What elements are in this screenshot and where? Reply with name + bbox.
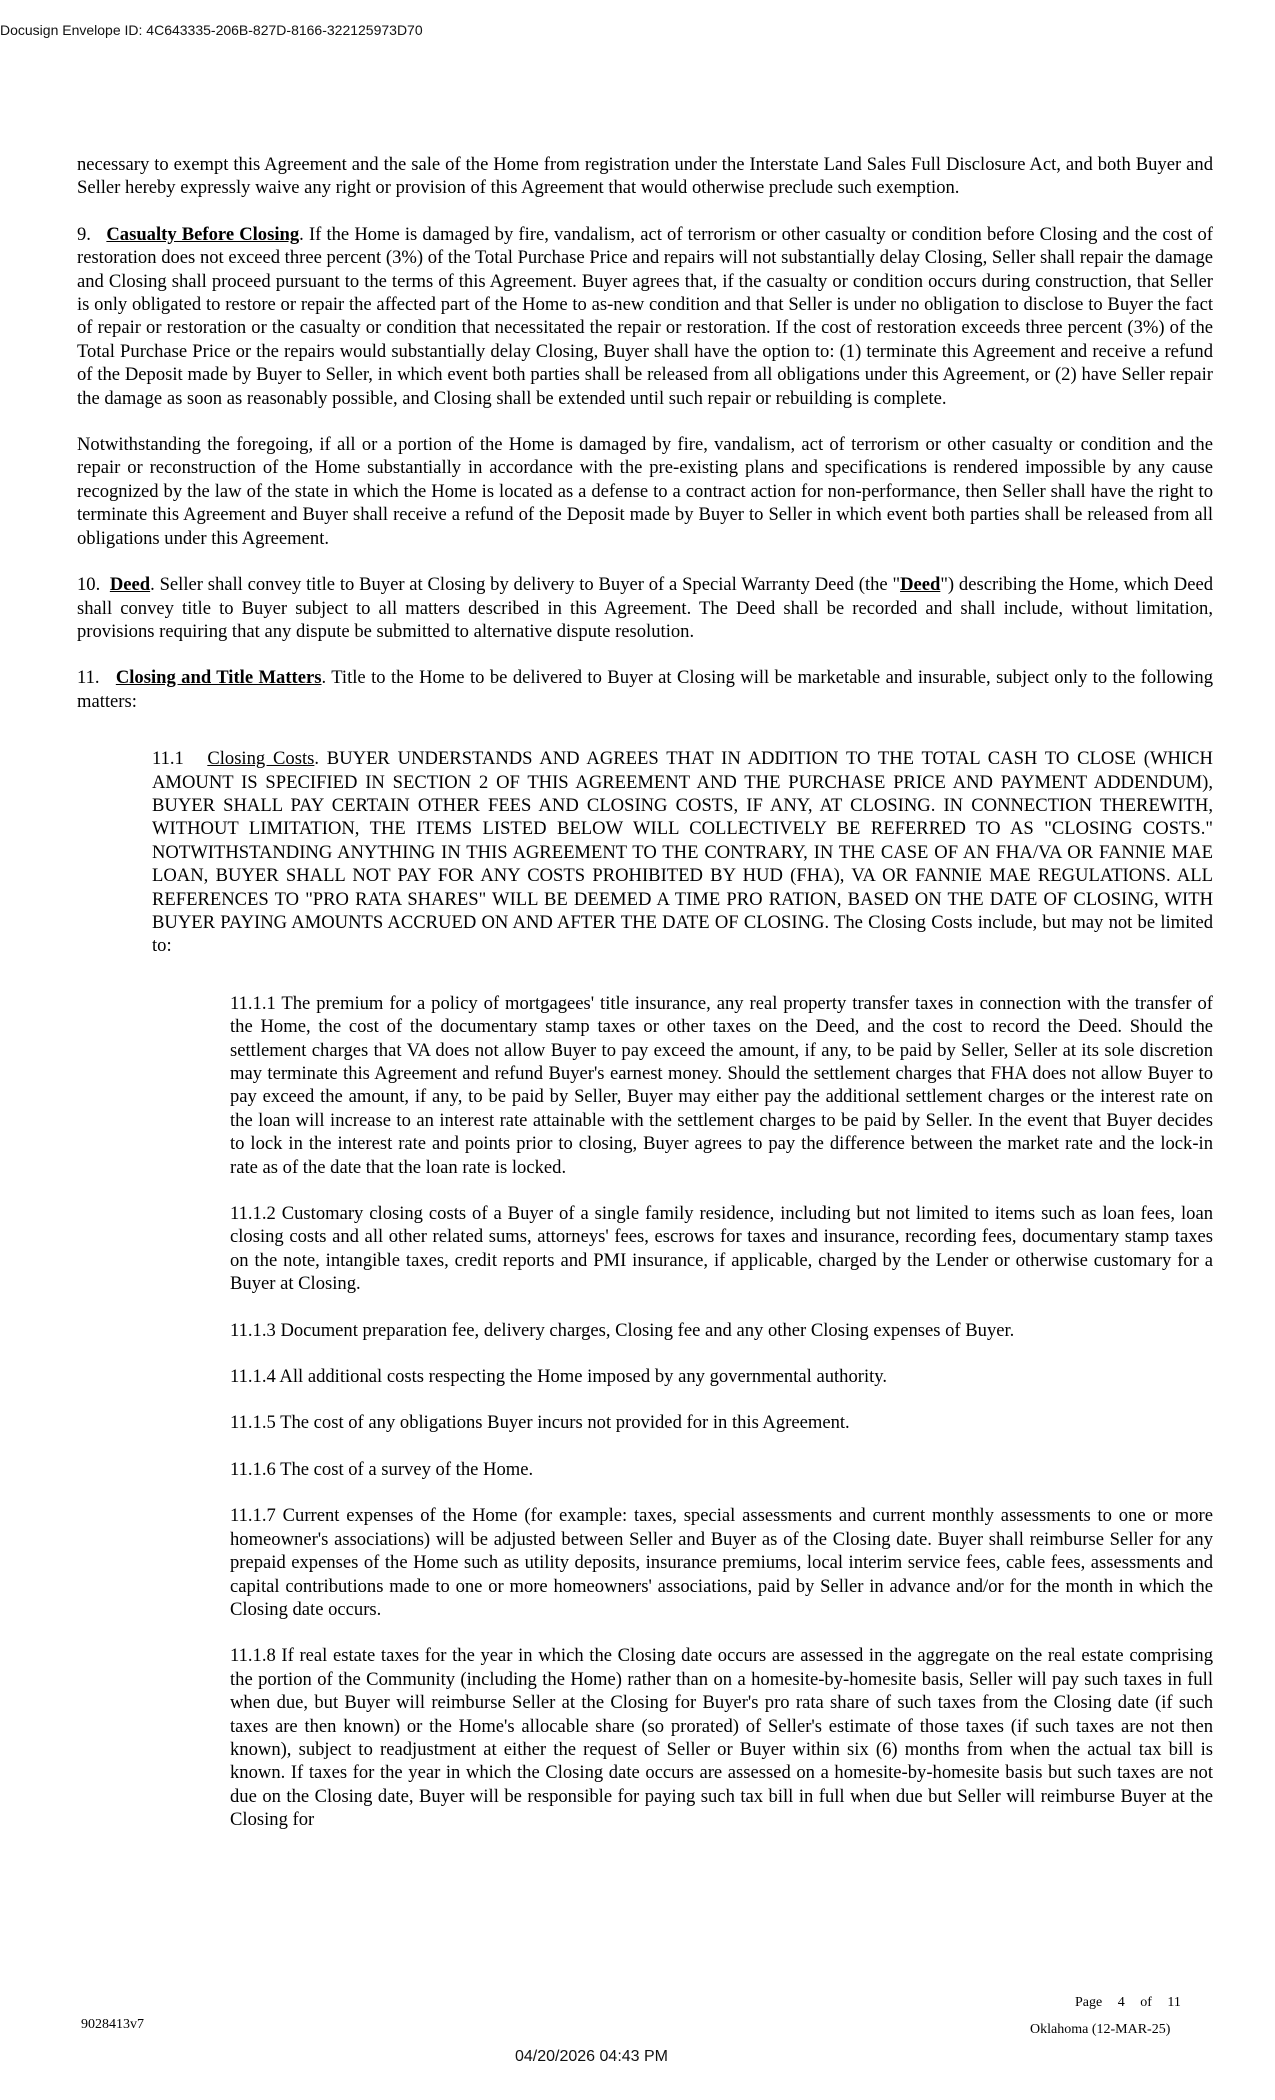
section-10-text-a: . Seller shall convey title to Buyer at Closing by delivery to Buyer of a Special Warranty Deed (the " — [150, 574, 901, 596]
section-11-1-4: 11.1.4 All additional costs respecting the Home imposed by any governmental authority. — [230, 1366, 888, 1388]
page-number: 4 — [1117, 1995, 1125, 2010]
section-11-1-1: 11.1.1 The premium for a policy of mortgagees' title insurance, any real property transfer taxes in connection with the transfer of the Home, the cost of the documentary stamp taxes or other taxes on the Deed, and the cost to record the Deed. Should the settlement charges that VA does not allow Buyer to pay exceed the amount, if any, to be paid by Seller, Seller at its sole discretion may terminate this Agreement and refund Buyer's earnest money. Should the settlement charges that FHA does not allow Buyer to pay exceed the amount, if any, to be paid by Seller, Buyer may either pay the additional settlement charges or the interest rate on the loan will increase to an interest rate attainable with the settlement charges to be paid by Seller. In the event that Buyer decides to lock in the interest rate and points prior to closing, Buyer agrees to pay the difference between the market rate and the lock-in rate as of the date that the loan rate is locked. — [230, 992, 1213, 1178]
section-11-1-text: . BUYER UNDERSTANDS AND AGREES THAT IN ADDITION TO THE TOTAL CASH TO CLOSE (WHICH AMOUNT IS SPECIFIED IN SECTION 2 OF THIS AGREEMENT AND THE PURCHASE PRICE AND PAYMENT ADDENDUM), BUYER SHALL PAY CERTAIN OTHER FEES AND CLOSING COSTS, IF ANY, AT CLOSING. IN CONNECTION THEREWITH, WITHOUT LIMITATION, THE ITEMS LISTED BELOW WILL COLLECTIVELY BE REFERRED TO AS "CLOSING COSTS." NOTWITHSTANDING ANYTHING IN THIS AGREEMENT TO THE CONTRARY, IN THE CASE OF AN FHA/VA OR FANNIE MAE LOAN, BUYER SHALL NOT PAY FOR ANY COSTS PROHIBITED BY HUD (FHA), VA OR FANNIE MAE REGULATIONS. ALL REFERENCES TO "PRO RATA SHARES" WILL BE DEEMED A TIME PRO RATION, BASED ON THE DATE OF CLOSING, WITH BUYER PAYING AMOUNTS ACCRUED ON AND AFTER THE DATE OF CLOSING. The Closing Costs include, but may not be limited to: — [152, 748, 1213, 957]
intro-paragraph: necessary to exempt this Agreement and the sale of the Home from registration under the Interstate Land Sales Full Disclosure Act, and both Buyer and Seller hereby expressly waive any right or provision of this Agreement that would otherwise preclude such exemption. — [77, 154, 1213, 199]
section-11-1 — [77, 747, 1213, 958]
section-11-1-title: Closing Costs — [207, 748, 315, 770]
section-9-paragraph-2: Notwithstanding the foregoing, if all or a portion of the Home is damaged by fire, vandalism, act of terrorism or other casualty or condition and the repair or reconstruction of the Home substantially in accordance with the pre-existing plans and specifications is rendered impossible by any cause recognized by the law of the state in which the Home is located as a defense to a contract action for non-performance, then Seller shall have the right to terminate this Agreement and Buyer shall receive a refund of the Deposit made by Buyer to Seller in which event both parties shall be released from all obligations under this Agreement. — [77, 434, 1213, 549]
page-indicator — [1075, 1995, 1181, 2011]
section-10 — [77, 573, 1213, 643]
section-9-text: . If the Home is damaged by fire, vandalism, act of terrorism or other casualty or condition before Closing and the cost of restoration does not exceed three percent (3%) of the Total Purchase Price and repairs will not substantially delay Closing, Seller shall repair the damage and Closing shall proceed pursuant to the terms of this Agreement. Buyer agrees that, if the casualty or condition occurs during construction, that Seller is only obligated to restore or repair the affected part of the Home to as-new condition and that Seller is under no obligation to disclose to Buyer the fact of repair or restoration or the casualty or condition that necessitated the repair or restoration. If the cost of restoration exceeds three percent (3%) of the Total Purchase Price or the repairs would substantially delay Closing, Buyer shall have the option to: (1) terminate this Agreement and receive a refund of the Deposit made by Buyer to Seller, in which event both parties shall be released from all obligations under this Agreement, or (2) have Seller repair the damage as soon as reasonably possible, and Closing shall be extended until such repair or rebuilding is complete. — [77, 223, 1214, 409]
section-9 — [77, 223, 1213, 410]
section-10-deed-term: Deed — [900, 574, 941, 596]
section-10-title: Deed — [109, 574, 151, 596]
section-11-1-8: 11.1.8 If real estate taxes for the year in which the Closing date occurs are assessed in the aggregate on the real estate comprising the portion of the Community (including the Home) rather than on a homesite-by-homesite basis, Seller will pay such taxes in full when due, but Buyer will reimburse Seller at the Closing for Buyer's pro rata share of such taxes from the Closing date (if such taxes are then known) or the Home's allocable share (so prorated) of Seller's estimate of those taxes (if such taxes are not then known), subject to readjustment at either the request of Seller or Buyer within six (6) months from when the actual tax bill is known. If taxes for the year in which the Closing date occurs are assessed on a homesite-by-homesite basis but such taxes are not due on the Closing date, Buyer will be responsible for paying such tax bill in full when due but Seller will reimburse Buyer at the Closing for — [230, 1645, 1213, 1831]
page-of: of — [1140, 1995, 1152, 2010]
section-11-1-number: 11.1 — [152, 748, 184, 770]
section-11-text: . Title to the Home to be delivered to Buyer at Closing will be marketable and insurable, subject only to the following matters: — [77, 667, 1213, 712]
section-9-title: Casualty Before Closing — [106, 223, 300, 245]
section-11 — [77, 666, 1213, 713]
envelope-id: Docusign Envelope ID: 4C643335-206B-827D-8166-322125973D70 — [0, 22, 423, 38]
section-11-1-5: 11.1.5 The cost of any obligations Buyer incurs not provided for in this Agreement. — [230, 1412, 850, 1434]
section-11-title: Closing and Title Matters — [115, 667, 322, 689]
page-total: 11 — [1167, 1995, 1181, 2010]
document-version-id: 9028413v7 — [81, 2017, 144, 2032]
section-11-1-7: 11.1.7 Current expenses of the Home (for example: taxes, special assessments and current monthly assessments to one or more homeowner's associations) will be adjusted between Seller and Buyer as of the Closing date. Buyer shall reimburse Seller for any prepaid expenses of the Home such as utility deposits, insurance premiums, local interim service fees, cable fees, assessments and capital contributions made to one or more homeowners' associations, paid by Seller in advance and/or for the month in which the Closing date occurs. — [230, 1505, 1213, 1620]
page-label: Page — [1075, 1995, 1103, 2010]
section-9-number: 9. — [77, 223, 91, 245]
document-body — [77, 153, 1213, 1832]
signature-timestamp: 04/20/2026 04:43 PM — [515, 2048, 669, 2065]
section-10-number: 10. — [77, 574, 101, 596]
state-form-label: Oklahoma (12-MAR-25) — [1030, 2022, 1171, 2037]
section-11-number: 11. — [77, 667, 100, 689]
section-10-text-b: ") describing the Home, which Deed shall convey title to Buyer subject to all matters described in this Agreement. The Deed shall be recorded and shall include, without limitation, provisions requiring that any dispute be submitted to alternative dispute resolution. — [77, 574, 1214, 642]
section-11-1-3: 11.1.3 Document preparation fee, delivery charges, Closing fee and any other Closing expenses of Buyer. — [230, 1319, 1015, 1341]
section-11-1-2: 11.1.2 Customary closing costs of a Buyer of a single family residence, including but not limited to items such as loan fees, loan closing costs and all other related sums, attorneys' fees, escrows for taxes and insurance, recording fees, documentary stamp taxes on the note, intangible taxes, credit reports and PMI insurance, if applicable, charged by the Lender or otherwise customary for a Buyer at Closing. — [230, 1203, 1213, 1295]
section-11-1-6: 11.1.6 The cost of a survey of the Home. — [230, 1458, 534, 1480]
